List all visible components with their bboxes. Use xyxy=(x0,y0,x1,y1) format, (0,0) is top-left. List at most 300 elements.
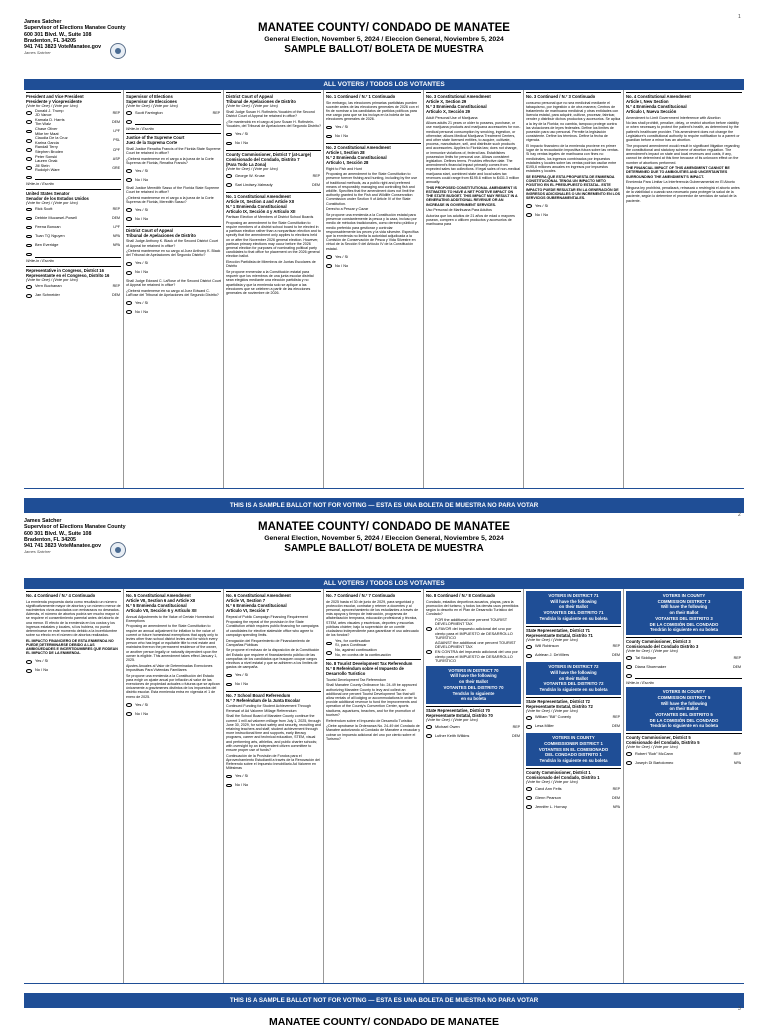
vote-oval-icon[interactable] xyxy=(326,264,332,268)
vote-oval-icon[interactable] xyxy=(326,651,332,655)
ballot-column xyxy=(624,90,744,488)
vote-oval-icon[interactable] xyxy=(226,674,232,678)
vote-for-instruction: (Vote for One) / (Vote por Uno) xyxy=(126,104,178,108)
vote-oval-icon[interactable] xyxy=(126,703,132,707)
contest-text: Se propone una enmienda a la Constitución del Estado para exigir un ajuste anual por inflación al valor de las exenciones de propiedad actuales o futuras que se aplican únicamente a gravámenes distintos de los impuestos del distrito escolar. Esta enmienda entra en vigencia el 1 de enero de 2025. xyxy=(126,673,220,699)
contest-text: Annual Adjustments to the Value of Certain Homestead Exemptions xyxy=(126,614,214,623)
vote-oval-icon[interactable] xyxy=(26,294,32,298)
vote-oval-icon[interactable] xyxy=(26,157,32,161)
vote-oval-icon[interactable] xyxy=(26,285,32,289)
vote-oval-icon[interactable] xyxy=(126,208,132,212)
option-name: Yes / Sí xyxy=(235,773,249,779)
vote-oval-icon[interactable] xyxy=(426,734,432,738)
contest-text: Amendment to Limit Government Interference with Abortion xyxy=(626,115,721,120)
write-in-option[interactable] xyxy=(26,250,121,259)
ballot-column xyxy=(124,90,224,488)
vote-oval-icon[interactable] xyxy=(26,130,32,134)
vote-oval-icon[interactable] xyxy=(126,712,132,716)
vote-oval-icon[interactable] xyxy=(26,176,32,180)
ballot-option[interactable] xyxy=(326,261,421,270)
contest-text: Se propone enmendar a la Constitución estatal para requerir que los miembros de una junta escolar distrital sean elegidos mediante una elección partidista y no apartidista y que la enmienda solo se aplique a las elecciones que se celebren a partir de las elecciones generales de noviembre de 2026. xyxy=(226,269,314,295)
vote-oval-icon[interactable] xyxy=(426,627,432,631)
contest-text: Shall the School Board of Manatee County continue the current 1 mill ad valorem millage from July 1, 2025, through June 30, 2029, for school safety and security, recruiting and retaining teachers and staff, student achievement through more instructional time and supports, early literacy programs, career and technical education, STEM, visual and performing arts, athletics, and public charter schools; with oversight by an independent citizen committee to ensure proper use of funds? xyxy=(226,714,321,752)
ballot-option[interactable] xyxy=(326,252,421,261)
party-code: DEM xyxy=(612,653,620,658)
contest-title: President and Vice President Presidente y Vicepresidente xyxy=(26,92,121,104)
contest-title: United States Senator Senador de los Estados Unidos xyxy=(26,189,121,201)
contest-text: Se propone el rechazo de la disposición de la Constitución del Estado que requiere el financiamiento público de las campañas de los candidatos que busquen ocupar cargos electivos a nivel estatal y que se adhieren a los límites de gastos de campaña. xyxy=(226,648,320,670)
ballot-option[interactable] xyxy=(126,268,221,277)
ballot-option[interactable] xyxy=(426,618,521,641)
vote-for-instruction: (Vote for One) / (Vote por Uno) xyxy=(626,745,678,750)
option-name: Yes, for continuation Sí, para Continuar xyxy=(335,637,371,648)
option-name: Michael Owen xyxy=(435,723,460,729)
vote-oval-icon[interactable] xyxy=(26,120,32,124)
ballot-option[interactable] xyxy=(426,723,521,732)
party-code: DEM xyxy=(733,664,741,669)
vote-oval-icon[interactable] xyxy=(126,310,132,314)
ballot-option[interactable] xyxy=(226,772,321,781)
vote-oval-icon[interactable] xyxy=(426,725,432,729)
contest-title: Supervisor of Elections Supervisor de Elecciones xyxy=(126,92,221,104)
ballot-option[interactable] xyxy=(226,130,321,139)
vote-oval-icon[interactable] xyxy=(26,111,32,115)
ballot-option[interactable] xyxy=(526,784,621,793)
signature: James Satcher xyxy=(24,50,51,56)
supervisor-name: James Satcher xyxy=(24,518,62,524)
ballot-option[interactable] xyxy=(26,214,121,223)
contest xyxy=(226,591,321,689)
vote-oval-icon[interactable] xyxy=(326,126,332,130)
ballot-option[interactable] xyxy=(526,651,621,660)
contest xyxy=(326,659,421,741)
ballot-column xyxy=(424,589,524,983)
contest-text: Enmienda Para Limitar La Interferencia Gubernamental en El Aborto xyxy=(626,180,735,185)
contest-title: No. 7 School Board Referendum N.º 7 Referéndum de la Junta Escolar xyxy=(226,691,321,703)
option-name: Robert "Bob" McCann xyxy=(635,750,674,756)
party-code: DEM xyxy=(312,182,320,187)
option-name: Glenn Pearson xyxy=(535,794,561,800)
vote-oval-icon[interactable] xyxy=(226,142,232,146)
vote-oval-icon[interactable] xyxy=(326,255,332,259)
vote-oval-icon[interactable] xyxy=(26,244,32,248)
contest-text: Right to Fish and Hunt xyxy=(326,166,362,171)
vote-oval-icon[interactable] xyxy=(526,645,532,649)
contest-title: Representative in Congress, District 16 Representante en el Congreso, Distrito 16 xyxy=(26,266,121,278)
option-name: No / No xyxy=(135,269,149,275)
contest-title: County Commissioner, District 1 Comisionado del Condado, Distrito 1 xyxy=(526,768,621,780)
sample-ballot-title: SAMPLE BALLOT/ BOLETA DE MUESTRA xyxy=(284,543,484,554)
party-code: DEM xyxy=(112,216,120,221)
option-name: Peter Sonski Lauren Onak xyxy=(35,153,58,164)
contest-title: County Commissioner, District 5 Comisionado del Condado, Distrito 5 xyxy=(626,733,742,745)
option-name: Jan Schneider xyxy=(35,292,60,298)
ballot-option[interactable] xyxy=(126,206,221,215)
ballot-option[interactable] xyxy=(426,732,521,741)
vote-oval-icon[interactable] xyxy=(226,683,232,687)
vote-for-instruction: (Vote for One) / (Vote por Uno) xyxy=(226,104,278,108)
vote-oval-icon[interactable] xyxy=(126,262,132,266)
option-name: Rick Scott xyxy=(35,206,53,212)
ballot-option[interactable] xyxy=(26,232,121,241)
write-in-option[interactable] xyxy=(26,173,121,182)
contest-text: Uso Personal de Marihuana Para Adultos xyxy=(426,208,492,213)
vote-oval-icon[interactable] xyxy=(526,805,532,809)
ballot-option[interactable] xyxy=(226,139,321,148)
supervisor-title: Supervisor of Elections Manatee County xyxy=(24,524,126,531)
write-in-label: Write-in / Escrito xyxy=(126,126,154,131)
page-number: 1 xyxy=(738,14,741,20)
write-in-option[interactable] xyxy=(626,672,742,681)
contest-text: Sin embargo, las elecciones primarias partidistas pueden suceder antes de las elecciones generales de 2026 con el fin de nominar a los candidatos de partidos políticos para ese cargo para que se los incluya en la boleta de las elecciones generales de 2026. xyxy=(326,100,419,122)
contest-text: ¿Se mantendrá en el cargo al juez Susan H. Rothstein-Youakim, del Tribunal de Apelaciones del Segundo Distrito? xyxy=(226,120,321,129)
ballot-option[interactable] xyxy=(126,259,221,268)
vote-oval-icon[interactable] xyxy=(526,725,532,729)
contest-text: Derogación del Requerimiento de Financiamiento de Campañas Públicas xyxy=(226,638,310,647)
ballot-option[interactable] xyxy=(26,666,121,675)
option-name: Luther Keith Wilkins xyxy=(435,732,470,738)
vote-oval-icon[interactable] xyxy=(626,674,632,678)
contest-title: No. 7 Continued / N.º 7 Continuado xyxy=(326,591,421,598)
vote-oval-icon[interactable] xyxy=(126,169,132,173)
contest xyxy=(26,92,121,187)
contest-text: Proposing an amendment to the State Constitution to require an annual adjustment for inflation to the value of current or future homestead exemptions that apply only to levies other than school district levies and for which every person who has legal or equitable title to real estate and maintains thereon the permanent residence of the owner, or another person legally or naturally dependent upon the owner is eligible. This amendment takes effect January 1, 2025. xyxy=(126,624,218,663)
contest-text: Shall Judge Anthony K. Black of the Second District Court of Appeal be retained in office? xyxy=(126,239,218,248)
option-name: No / No xyxy=(335,262,349,268)
contest-text: SE ESPERA QUE ESTA PROPUESTA DE ENMIENDA CONSTITUCIONAL TENGA UN IMPACTO NETO POSITIVO EN EL PRESUPUESTO ESTATAL. ESTE IMPACTO PUEDE RESULTAR EN LA GENERACIÓN DE INGRESOS ADICIONALES O UN INCREMENTO EN LOS SERVICIOS GUBERNAMENTALES. xyxy=(526,174,621,200)
title-block xyxy=(204,22,564,56)
ballot-option[interactable] xyxy=(326,648,421,657)
ballot-option[interactable] xyxy=(26,205,121,214)
option-name: Adriean J. DeVillers xyxy=(535,652,570,658)
vote-oval-icon[interactable] xyxy=(126,111,132,115)
ballot-option[interactable] xyxy=(26,282,121,291)
ballot-option[interactable] xyxy=(526,802,621,811)
ballot-header xyxy=(24,19,744,79)
ballot-option[interactable] xyxy=(526,202,621,211)
party-code: GRE xyxy=(112,166,120,171)
next-page-title: MANATEE COUNTY/ CONDADO DE MANATEE xyxy=(268,1016,500,1028)
option-name: AGAINST the additional one percent TOURIST DEVELOPMENT TAX EN CONTRA del impuesto adicional del uno por ciento para el IMPUESTO de DESARROLLO TURÍSTICO xyxy=(435,639,518,664)
vote-oval-icon[interactable] xyxy=(526,654,532,658)
ballot-option[interactable] xyxy=(126,176,221,185)
contest-title: No. 8 Tourist Development Tax Referendum N.º 8 Referéndum sobre el Impuesto de Desarrollo Turístico xyxy=(326,659,421,676)
ballot-header xyxy=(24,518,744,578)
party-code: ASP xyxy=(112,156,120,161)
option-name: Yes / Sí xyxy=(235,672,249,678)
contest xyxy=(526,768,621,812)
supervisor-city: Bradenton, FL 34205 xyxy=(24,536,77,543)
vote-for-instruction: (Vote for One) / (Vote por Uno) xyxy=(526,779,578,784)
contest-text: THE FINANCIAL IMPACT OF THIS AMENDMENT CANNOT BE DETERMINED DUE TO AMBIGUITIES AND UNCERTAINTIES SURROUNDING THE AMENDMENT'S IMPACT. xyxy=(626,166,730,179)
supervisor-address: 600 301 Blvd. W., Suite 108 xyxy=(24,530,92,537)
contest-text: El impacto financiero de la enmienda proviene en primer lugar de la recaudación impositiva futura sobre las ventas. Si hay ventas legales de marihuana con fines no medicinales, los ingresos combinados por impuestos estatales y locales sobre las ventas podrían oscilar entre $195,6 millones anuales en ingresos por impuestos estatales y locales. xyxy=(526,144,619,174)
vote-oval-icon[interactable] xyxy=(126,271,132,275)
ballot-option[interactable] xyxy=(626,654,742,663)
vote-oval-icon[interactable] xyxy=(626,656,632,660)
contest-title: No. 6 Constitutional Amendment Article VI, Section 7 N.º 6 Enmienda Constitucional Artículo VI, Sección 7 xyxy=(226,591,321,613)
ballot-option[interactable] xyxy=(226,172,321,181)
vote-oval-icon[interactable] xyxy=(26,253,32,257)
ballot-option[interactable] xyxy=(226,680,321,689)
vote-oval-icon[interactable] xyxy=(26,217,32,221)
ballot-option[interactable] xyxy=(326,123,421,132)
contest-text: Shall Justice Meredith Sasso of the Florida State Supreme Court be retained in office? xyxy=(126,186,220,195)
party-code: NPA xyxy=(112,243,120,248)
vote-oval-icon[interactable] xyxy=(526,204,532,208)
option-name: Yes / Sí xyxy=(135,299,149,305)
vote-oval-icon[interactable] xyxy=(26,208,32,212)
contest-title: District Court of Appeal Tribunal de Apelaciones de Distrito xyxy=(226,92,321,104)
ballot-option[interactable] xyxy=(26,291,121,300)
contest xyxy=(426,706,521,741)
party-code: PSL xyxy=(113,138,120,143)
write-in-line[interactable] xyxy=(135,119,221,125)
ballot-option[interactable] xyxy=(526,211,621,220)
vote-oval-icon[interactable] xyxy=(526,716,532,720)
ballot-option[interactable] xyxy=(126,215,221,224)
vote-oval-icon[interactable] xyxy=(26,148,32,152)
party-code: DEM xyxy=(512,733,520,738)
option-name: No, against continuation No, en contra de la continuación xyxy=(335,647,391,657)
all-voters-band: ALL VOTERS / TODOS LOS VOTANTES xyxy=(24,578,744,589)
option-name: No / No xyxy=(135,216,149,222)
ballot-option[interactable] xyxy=(126,307,221,316)
ballot-column xyxy=(24,90,124,488)
ballot-column xyxy=(124,589,224,983)
ballot-column xyxy=(324,589,424,983)
option-name: William "Bill" Conerly xyxy=(535,714,572,720)
vote-oval-icon[interactable] xyxy=(126,217,132,221)
contest-title: Justice of the Supreme Court Juez de la Suprema Corte xyxy=(126,133,221,145)
vote-for-instruction: (Vote for One) / (Vote por Uno) xyxy=(526,637,578,642)
option-name: No / No xyxy=(235,782,249,788)
vote-oval-icon[interactable] xyxy=(426,650,432,654)
ballot-option[interactable] xyxy=(526,642,621,651)
county-seal-icon xyxy=(110,542,126,558)
vote-for-instruction: (Vote for One) / (Vote por Uno) xyxy=(26,277,78,282)
contest xyxy=(426,92,521,227)
option-name: Ben Everidge xyxy=(35,242,59,248)
option-name: No / No xyxy=(235,140,249,146)
voter-district-box: VOTERS IN DISTRICT 72 Will have the following on their Ballot VOTANTES DEL DISTRITO 72 Tendrán lo siguiente en su boleta xyxy=(526,662,621,695)
ballot-option[interactable] xyxy=(126,298,221,307)
vote-oval-icon[interactable] xyxy=(626,752,632,756)
ballot-option[interactable] xyxy=(126,709,221,718)
vote-oval-icon[interactable] xyxy=(26,166,32,170)
page-number: 2 xyxy=(738,512,741,518)
contest xyxy=(626,637,742,685)
contest-text: Shall Manatee County Ordinance No. 24-49 be approved authorizing Manatee County to levy and collect an additional one percent Tourist Development Tax that will allow rentals of all lodging or accommodations in order to provide additional revenue to fund the improvements and operation of the County's Convention Center, sports stadiums, aquariums, beaches, and for the promotion of tourism? xyxy=(326,683,417,717)
contest-text: Ajustes Anuales al Valor de Determinadas Exenciones Impositivas Para Viviendas Familiares xyxy=(126,663,213,672)
vote-oval-icon[interactable] xyxy=(326,642,332,646)
vote-oval-icon[interactable] xyxy=(26,139,32,143)
contest xyxy=(26,189,121,264)
write-in-label: Write-in / Escrito xyxy=(26,181,54,186)
ballot-option[interactable] xyxy=(626,759,742,768)
vote-oval-icon[interactable] xyxy=(626,761,632,765)
party-code: LPF xyxy=(113,129,120,134)
voter-district-box: VOTERS IN DISTRICT 70 Will have the following on their Ballot VOTANTES DEL DISTRITO 70 Tendrán lo siguiente en su boleta xyxy=(426,666,521,704)
ballot-option[interactable] xyxy=(26,241,121,250)
sample-ballot-title: SAMPLE BALLOT/ BOLETA DE MUESTRA xyxy=(284,44,484,55)
party-code: REP xyxy=(612,786,620,791)
vote-oval-icon[interactable] xyxy=(226,183,232,187)
vote-oval-icon[interactable] xyxy=(226,174,232,178)
write-in-line[interactable] xyxy=(35,252,121,258)
option-name: Tuan TQ Nguyen xyxy=(35,233,65,239)
ballot-option[interactable] xyxy=(226,671,321,680)
write-in-line[interactable] xyxy=(35,174,121,180)
ballot-title: MANATEE COUNTY/ CONDADO DE MANATEE xyxy=(258,521,510,533)
vote-for-instruction: (Vote for One) / (Vote por Uno) xyxy=(626,648,678,653)
contest-text: Proposing the repeal of the provision in the State Constitution which requires public financing for campaigns of candidates for elective statewide office who agree to campaign spending limits. xyxy=(226,620,319,637)
contest-text: Continuación de la Provisión de Fondos para el Aprovechamiento Estudiantil a través de la Renovación del Referendo sobre el Impuesto Inmobiliario Ad Valorem en Milésimas xyxy=(226,753,320,771)
option-name: Jill Stein Rudolph Ware xyxy=(35,162,60,173)
vote-oval-icon[interactable] xyxy=(526,796,532,800)
vote-oval-icon[interactable] xyxy=(126,120,132,124)
party-code: DEM xyxy=(112,293,120,298)
supervisor-name: James Satcher xyxy=(24,19,62,25)
vote-oval-icon[interactable] xyxy=(26,660,32,664)
contest-title: State Representative, District 70 Representante Estatal, Distrito 70 xyxy=(426,706,521,718)
contest-text: Allows adults 21 years or older to possess, purchase, or use marijuana products and marijuana accessories for non-medical personal consumption by smoking, ingestion, or otherwise; allows Medical Marijuana Treatment Centers, and other state licensed entities, to acquire, cultivate, process, manufacture, sell, and distribute such products and accessories. Applies to Florida law; does not change, or immunize violations of, federal law. Establishes possession limits for personal use. Allows consistent legislation. Defines terms. Provides effective date. The amendment's financial impact primarily comes from expected sales tax collections. If legal sales of non-medical marijuana start, combined state and local sales tax revenues could range from $195.6 million to $431.3 million annually. xyxy=(426,121,521,185)
contest xyxy=(526,92,621,220)
option-name: No / No xyxy=(135,176,149,182)
vote-oval-icon[interactable] xyxy=(626,665,632,669)
contest xyxy=(126,92,221,131)
ballot-option[interactable] xyxy=(626,663,742,672)
option-name: Will Robinson xyxy=(535,643,559,649)
vote-for-instruction: (Vote for One) / (Vote por Uno) xyxy=(26,200,78,205)
contest-text: ¿Deberá mantenerse en su cargo al Juez Edward C. LaRose del Tribunal de Apelaciones del Segundo Distrito? xyxy=(126,288,219,297)
option-name: No / No xyxy=(335,133,349,139)
signature: James Satcher xyxy=(24,549,51,555)
party-code: DEM xyxy=(112,120,120,125)
contest xyxy=(326,92,421,141)
contest xyxy=(626,733,742,768)
party-code: NPA xyxy=(733,760,741,765)
contest xyxy=(226,150,321,190)
supervisor-city: Bradenton, FL 34205 xyxy=(24,37,77,44)
county-seal-icon xyxy=(110,43,126,59)
option-name: Yes / Sí xyxy=(235,131,249,137)
option-name: Jennifer L. Hornay xyxy=(535,803,567,809)
vote-oval-icon[interactable] xyxy=(326,135,332,139)
party-code: REP xyxy=(112,110,120,115)
party-code: REP xyxy=(512,724,520,729)
ballot-option[interactable] xyxy=(526,713,621,722)
option-name: No / No xyxy=(235,681,249,687)
contest-text: ¿Deberá mantenerse en el cargo a la jueza de la Corte Suprema de Florida, Meredith Sasso? xyxy=(126,195,214,205)
contest-text: ¿Deberá mantenerse en el cargo a la jueza de la Corte Suprema de Florida, Renatha Francis? xyxy=(126,156,214,165)
party-code: REP xyxy=(112,284,120,289)
ballot-option[interactable] xyxy=(226,181,321,190)
contest-title: No. 4 Constitutional Amendment Article I, New Section N.º 4 Enmienda Constitucional Artículo I, Nueva Sección xyxy=(626,92,742,114)
ballot-option[interactable] xyxy=(426,641,521,664)
sample-ballot-footer: THIS IS A SAMPLE BALLOT NOT FOR VOTING — ESTA ES UNA BOLETA DE MUESTRA NO PARA VOTAR xyxy=(24,993,744,1008)
vote-oval-icon[interactable] xyxy=(126,178,132,182)
contest-title: No. 8 Continued / N.º 8 Continuado xyxy=(426,591,521,598)
ballot-option[interactable] xyxy=(26,164,121,173)
all-voters-band: ALL VOTERS / TODOS LOS VOTANTES xyxy=(24,79,744,90)
ballot-option[interactable] xyxy=(526,722,621,731)
option-name: No / No xyxy=(35,667,49,673)
contest-title: County Commissioner, District 3 Comisionado del Condado Distrito 3 xyxy=(626,637,742,649)
voter-district-box: VOTERS IN COUNTY COMMISSION DISTRICT 3 Will have the following on their Ballot VOTANTES DEL DISTRITO 3 DE LA COMISIÓN DEL CONDADO Tendrán lo siguiente en su boleta xyxy=(626,591,742,635)
supervisor-block xyxy=(24,19,174,57)
contest xyxy=(626,92,742,203)
vote-for-instruction: (Vote for One) / (Vote por Uno) xyxy=(426,717,478,722)
contest xyxy=(226,92,321,148)
ballot-option[interactable] xyxy=(126,167,221,176)
party-code: NPA xyxy=(612,804,620,809)
ballot-option[interactable] xyxy=(626,750,742,759)
supervisor-block xyxy=(24,518,174,556)
ballot-option[interactable] xyxy=(326,132,421,141)
vote-oval-icon[interactable] xyxy=(226,784,232,788)
voter-district-box: VOTERS IN COUNTY COMMISSION DISTRICT 5 Will have the following on their Ballot VOTANTES DEL DISTRITO 5 DE LA COMISIÓN DEL CONDADO Tendrán lo siguiente en su boleta xyxy=(626,687,742,731)
contest-text: Tourist Development Tax Referendum xyxy=(326,677,387,682)
party-code: REP xyxy=(612,715,620,720)
ballot-option[interactable] xyxy=(226,781,321,790)
contest-text: Repeal of Public Campaign Financing Requirement xyxy=(226,614,308,619)
voter-district-box: VOTERS IN DISTRICT 71 Will have the following on their Ballot VOTANTES DEL DISTRITO 71 Tendrán lo siguiente en su boleta xyxy=(526,591,621,624)
ballot-title: MANATEE COUNTY/ CONDADO DE MANATEE xyxy=(258,22,510,34)
option-name: Kamala D. Harris Tim Walz xyxy=(35,116,65,127)
vote-oval-icon[interactable] xyxy=(26,669,32,673)
contest-title: District Court of Appeal Tribunal de Apelaciones de Distrito xyxy=(126,226,221,238)
ballot-option[interactable] xyxy=(26,657,121,666)
option-name: Sari Lindsey-Valmady xyxy=(235,181,273,187)
option-name: Tal Siddique xyxy=(635,654,657,660)
option-name: Diana Shoemaker xyxy=(635,663,667,669)
ballot-option[interactable] xyxy=(526,793,621,802)
write-in-option[interactable] xyxy=(126,118,221,127)
vote-oval-icon[interactable] xyxy=(26,226,32,230)
option-name: Yes / Sí xyxy=(35,658,49,664)
ballot-column xyxy=(624,589,744,983)
write-in-line[interactable] xyxy=(635,673,742,679)
vote-oval-icon[interactable] xyxy=(126,301,132,305)
party-code: CPF xyxy=(112,147,120,152)
contest-title: State Representative, District 72 Representante Estatal, Distrito 72 xyxy=(526,697,621,709)
contest-text: Partisan Election of Members of District School Boards xyxy=(226,215,314,219)
ballot-option[interactable] xyxy=(26,223,121,232)
vote-oval-icon[interactable] xyxy=(226,775,232,779)
contest xyxy=(226,192,321,296)
option-name: Randall Terry Stephen Broden xyxy=(35,144,64,154)
contest xyxy=(126,186,221,224)
contest xyxy=(26,591,121,675)
option-name: Lesa Miller xyxy=(535,723,554,729)
contest-title: State Representative, District 71 Representante Estatal, Distrito 71 xyxy=(526,626,621,638)
vote-oval-icon[interactable] xyxy=(226,133,232,137)
vote-for-instruction: (Vote for One) / (Vote por Uno) xyxy=(226,166,278,171)
contest-text: de 2025 hasta el 30 de junio de 2029, para seguridad y protección escolar, contratar y retener a docentes y al personal, aprovechamiento de los estudiantes a través de más apoyos y tiempo de instrucción, programas de alfabetización temprana, educación profesional y técnica, STEM, artes visuales y escénicas, deportes y escuelas públicas chárter; bajo la supervisión de un comité ciudadano independiente para garantizar el uso adecuado de los fondos? xyxy=(326,599,419,638)
ballot-option[interactable] xyxy=(126,700,221,709)
vote-oval-icon[interactable] xyxy=(26,235,32,239)
option-name: Yes / Sí xyxy=(335,124,349,130)
contest-text: Continued Funding for Student Achievement Through Renewal of Ad Valorem Millage Referendum xyxy=(226,704,311,713)
contest xyxy=(126,133,221,184)
supervisor-title: Supervisor of Elections Manatee County xyxy=(24,25,126,32)
party-code: REP xyxy=(312,173,320,178)
page-number: 3 xyxy=(738,1006,741,1012)
ballot-option[interactable] xyxy=(126,109,221,118)
vote-oval-icon[interactable] xyxy=(526,213,532,217)
vote-oval-icon[interactable] xyxy=(526,787,532,791)
